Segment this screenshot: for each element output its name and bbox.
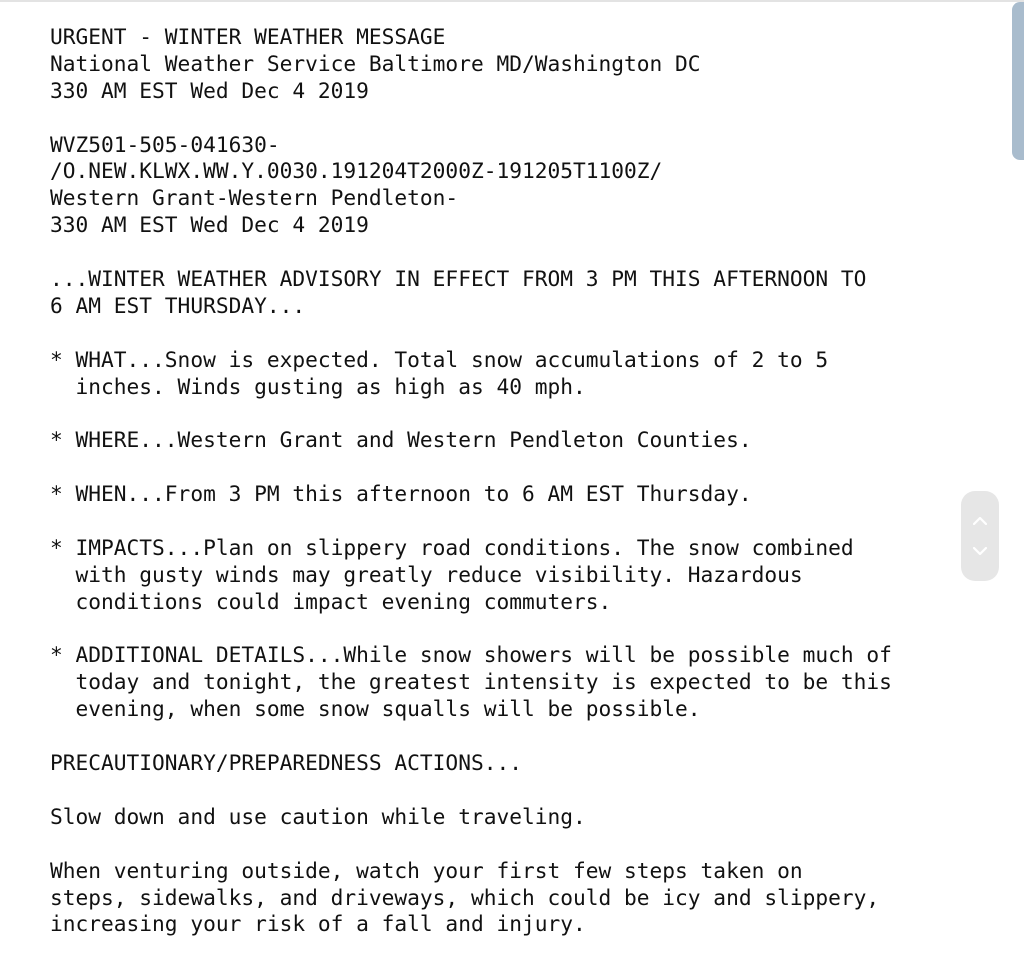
message-line: Western Grant-Western Pendleton- bbox=[50, 185, 459, 211]
blank-line bbox=[50, 777, 980, 804]
blank-line bbox=[50, 616, 980, 643]
message-line: * ADDITIONAL DETAILS...While snow showers will be possible much of bbox=[50, 642, 892, 668]
message-line: 6 AM EST THURSDAY... bbox=[50, 292, 306, 318]
scrollbar-thumb[interactable] bbox=[1012, 2, 1024, 160]
message-line: * WHERE...Western Grant and Western Pendleton Counties. bbox=[50, 427, 752, 453]
message-line: National Weather Service Baltimore MD/Washington DC bbox=[50, 50, 701, 76]
blank-line bbox=[50, 105, 980, 132]
chevron-down-icon[interactable] bbox=[961, 541, 999, 561]
message-line: URGENT - WINTER WEATHER MESSAGE bbox=[50, 24, 446, 49]
message-line: inches. Winds gusting as high as 40 mph. bbox=[50, 373, 586, 399]
message-line: conditions could impact evening commuters. bbox=[50, 588, 612, 614]
message-line: evening, when some snow squalls will be possible. bbox=[50, 696, 701, 722]
message-line: WVZ501-505-041630- bbox=[50, 131, 280, 157]
message-line: * WHEN...From 3 PM this afternoon to 6 AM EST Thursday. bbox=[50, 481, 752, 507]
blank-line bbox=[50, 400, 980, 427]
message-line: PRECAUTIONARY/PREPAREDNESS ACTIONS... bbox=[50, 750, 522, 776]
message-line: Slow down and use caution while traveling. bbox=[50, 803, 586, 829]
blank-line bbox=[50, 239, 980, 266]
top-divider bbox=[0, 0, 1024, 2]
message-line: 330 AM EST Wed Dec 4 2019 bbox=[50, 77, 369, 103]
message-line: * IMPACTS...Plan on slippery road conditions. The snow combined bbox=[50, 534, 854, 560]
blank-line bbox=[50, 508, 980, 535]
message-line: today and tonight, the greatest intensity is expected to be this bbox=[50, 669, 892, 695]
message-text bbox=[50, 24, 980, 938]
chevron-up-icon[interactable] bbox=[961, 511, 999, 531]
message-line: ...WINTER WEATHER ADVISORY IN EFFECT FROM 3 PM THIS AFTERNOON TO bbox=[50, 266, 867, 292]
blank-line bbox=[50, 454, 980, 481]
blank-line bbox=[50, 831, 980, 858]
blank-line bbox=[50, 320, 980, 347]
message-line: * WHAT...Snow is expected. Total snow accumulations of 2 to 5 bbox=[50, 346, 829, 372]
scroll-navigation-pill bbox=[961, 491, 999, 581]
message-line: 330 AM EST Wed Dec 4 2019 bbox=[50, 212, 369, 238]
message-line: increasing your risk of a fall and injury. bbox=[50, 911, 586, 937]
message-line: with gusty winds may greatly reduce visibility. Hazardous bbox=[50, 561, 803, 587]
message-line: /O.NEW.KLWX.WW.Y.0030.191204T2000Z-191205T1100Z/ bbox=[50, 158, 663, 184]
message-line: steps, sidewalks, and driveways, which could be icy and slippery, bbox=[50, 884, 880, 910]
message-line: When venturing outside, watch your first few steps taken on bbox=[50, 857, 803, 883]
blank-line bbox=[50, 723, 980, 750]
